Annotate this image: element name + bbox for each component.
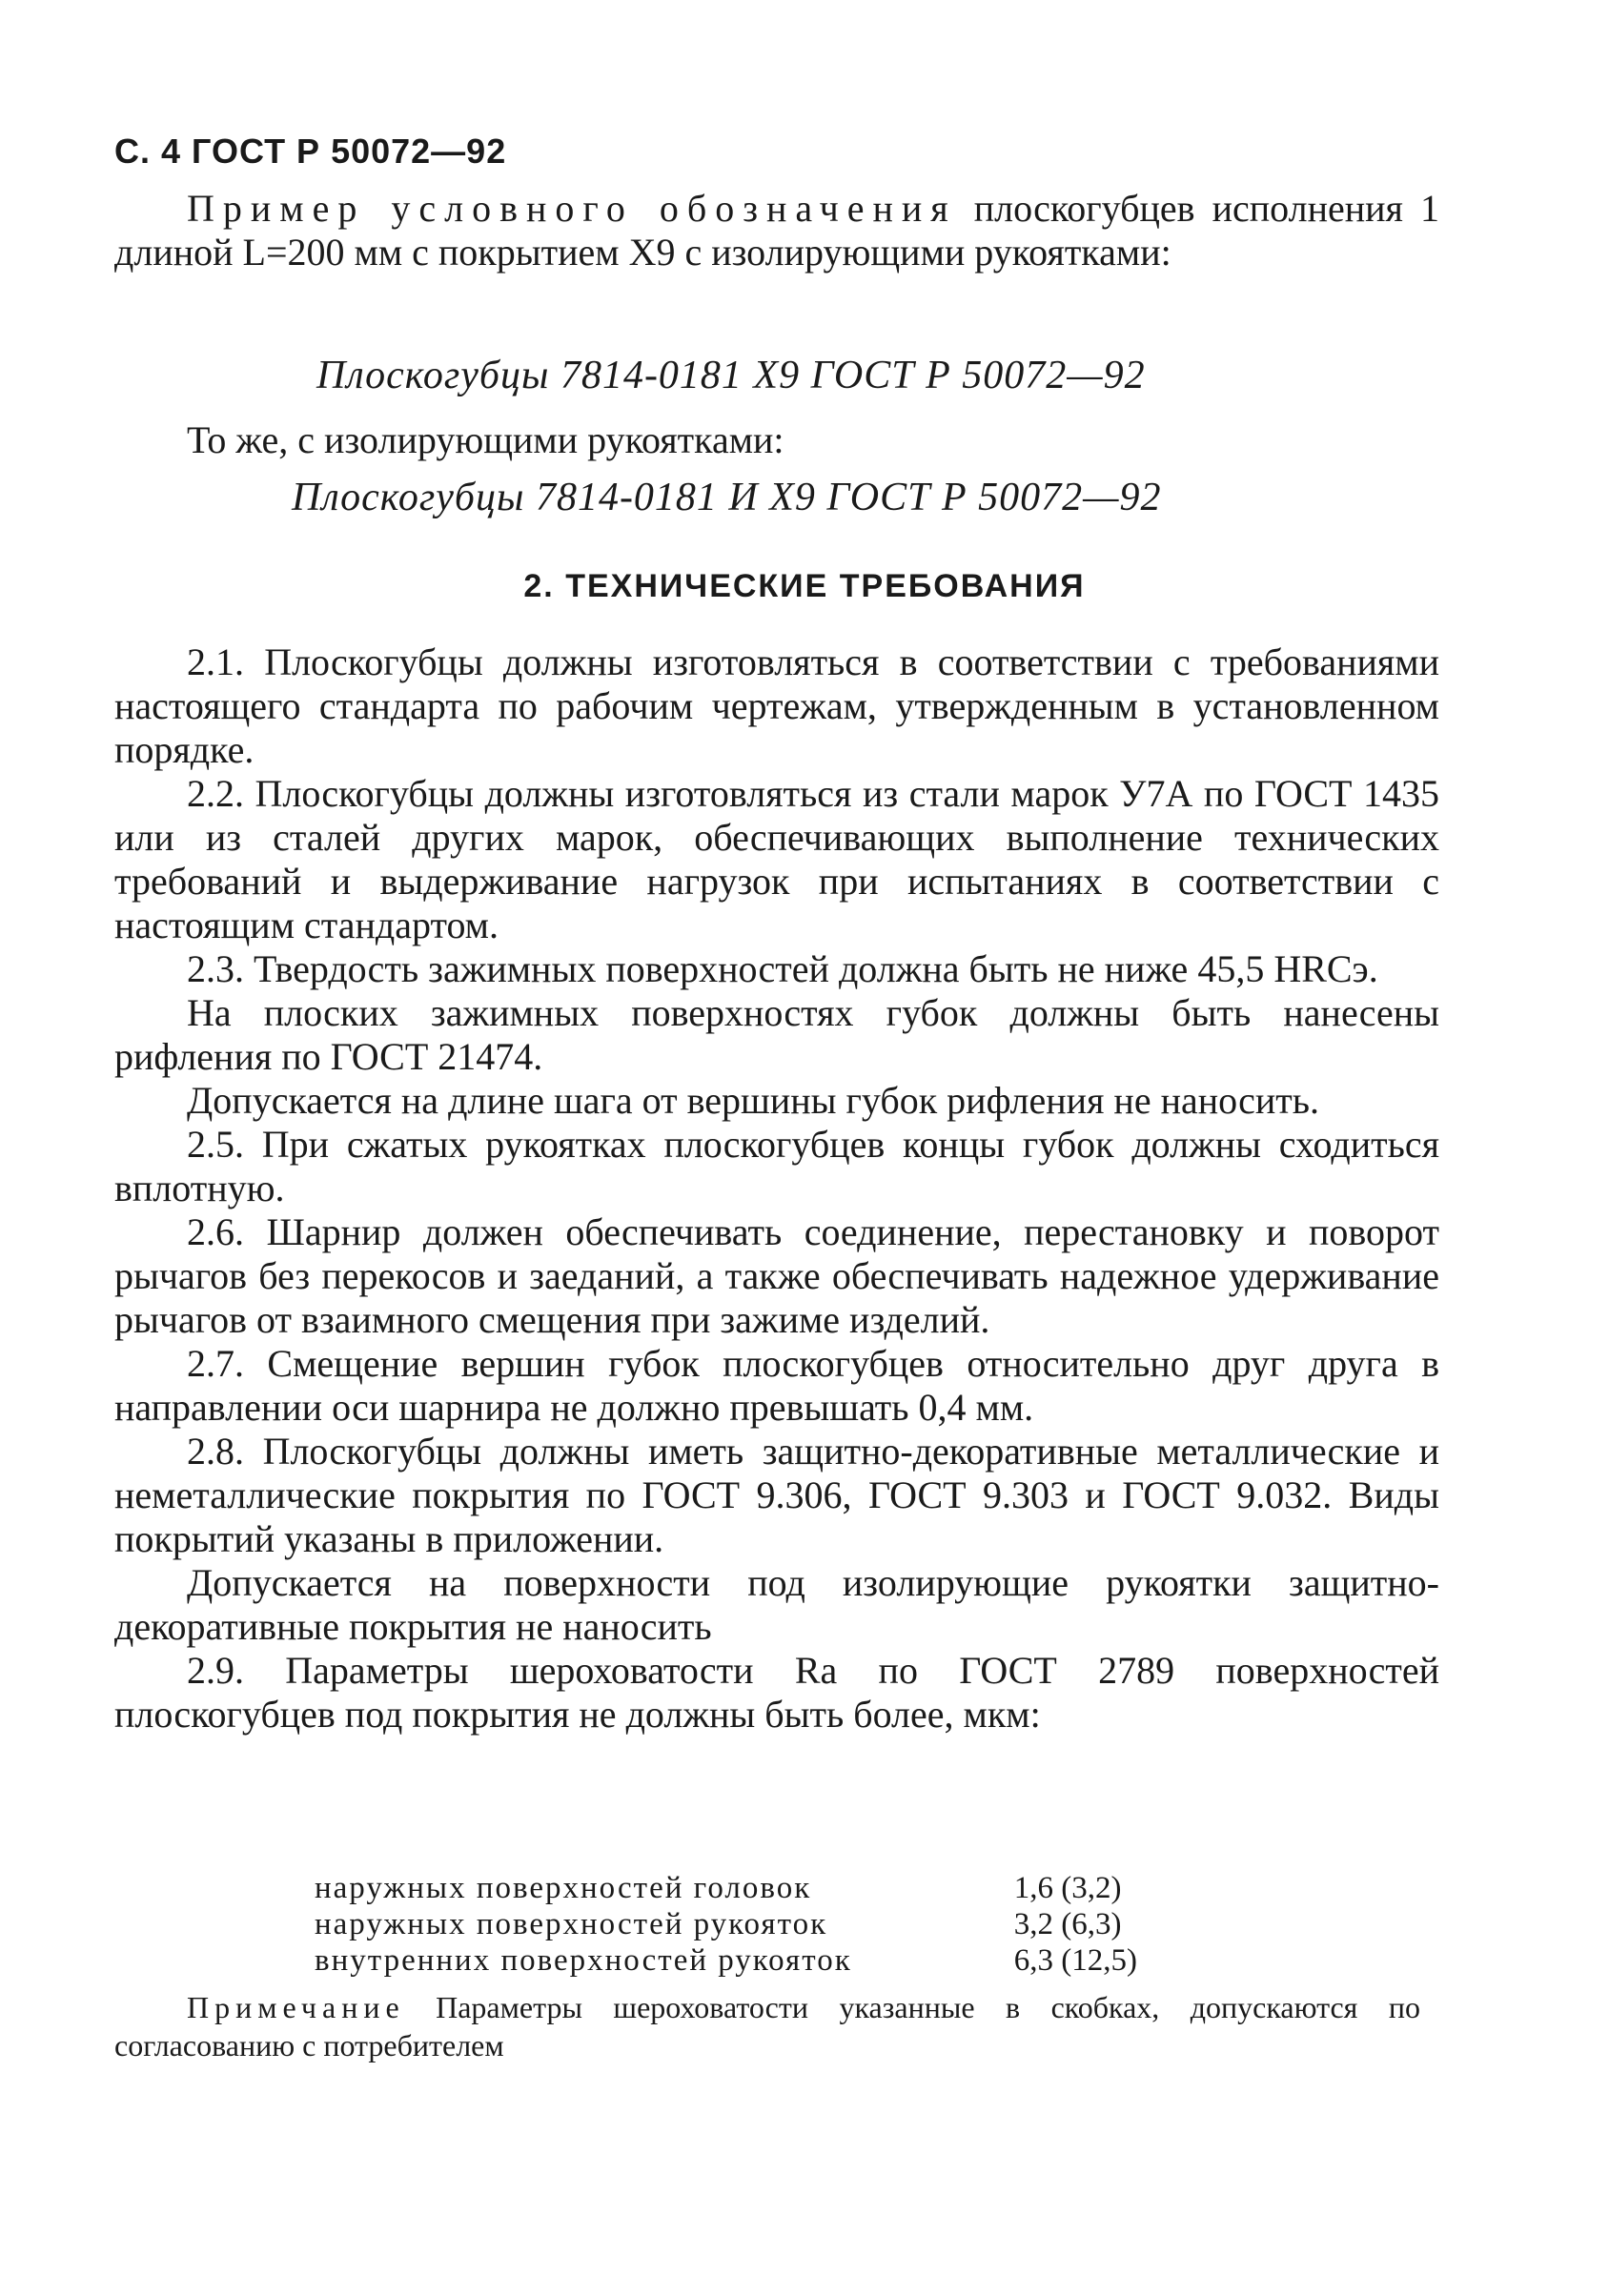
paragraph-2-1: 2.1. Плоскогубцы должны изготовляться в соответствии с требованиями настоящего стандарта по рабочим чертежам, утвержденным в установленном порядке. <box>114 640 1439 771</box>
paragraph-2-9: 2.9. Параметры шероховатости Ra по ГОСТ 2789 поверхностей плоскогубцев под покрытия не должны быть более, мкм: <box>114 1649 1439 1736</box>
paragraph-riflings: На плоских зажимных поверхностях губок должны быть нанесены рифления по ГОСТ 21474. <box>114 991 1439 1078</box>
intro-lead: Пример условного обозначения <box>187 187 957 230</box>
paragraph-coating-allowance: Допускается на поверхности под изолирующие рукоятки защитно-декоративные покрытия не наносить <box>114 1561 1439 1648</box>
paragraph-2-8: 2.8. Плоскогубцы должны иметь защитно-декоративные металлические и неметаллические покрытия по ГОСТ 9.306, ГОСТ 9.303 и ГОСТ 9.032. Виды покрытий указаны в приложении. <box>114 1430 1439 1560</box>
note-label: Примечание <box>187 1990 405 2024</box>
value-cell: 1,6 (3,2) <box>1013 1871 1122 1905</box>
roughness-table <box>315 1870 1137 1979</box>
surface-cell: наружных поверхностей рукояток <box>315 1907 828 1941</box>
section-title: 2. ТЕХНИЧЕСКИЕ ТРЕБОВАНИЯ <box>523 568 1086 604</box>
surface-cell: наружных поверхностей головок <box>315 1871 812 1905</box>
surface-cell: внутренних поверхностей рукояток <box>315 1943 852 1978</box>
designation-example-1: Плоскогубцы 7814-0181 Х9 ГОСТ Р 50072—92 <box>316 354 1146 397</box>
page-header: С. 4 ГОСТ Р 50072—92 <box>114 132 507 171</box>
intro-rest: плоскогубцев исполнения 1 длиной L=200 мм с покрытием Х9 с изолирующими рукоятками: <box>114 187 1439 274</box>
value-cell: 3,2 (6,3) <box>1013 1907 1122 1941</box>
note-text: Параметры шероховатости указанные в скобках, допускаются по согласованию с потребителем <box>114 1990 1420 2062</box>
value-cell: 6,3 (12,5) <box>1013 1943 1137 1978</box>
table-row <box>315 1870 1137 1906</box>
paragraph-2-2: 2.2. Плоскогубцы должны изготовляться из стали марок У7А по ГОСТ 1435 или из сталей других марок, обеспечивающих выполнение технических требований и выдерживание нагрузок при испытаниях в соответствии с настоящим стандартом. <box>114 772 1439 946</box>
note-block <box>114 1988 1420 2064</box>
designation-example-2: Плоскогубцы 7814-0181 И Х9 ГОСТ Р 50072—92 <box>292 476 1162 519</box>
same-with-insulated-label: То же, с изолирующими рукоятками: <box>187 418 784 461</box>
paragraph-2-3: 2.3. Твердость зажимных поверхностей должна быть не ниже 45,5 HRCэ. <box>187 947 1378 990</box>
intro-paragraph <box>114 187 1439 274</box>
requirements-text <box>114 640 1439 1737</box>
paragraph-2-5: 2.5. При сжатых рукоятках плоскогубцев концы губок должны сходиться вплотную. <box>114 1123 1439 1209</box>
table-row <box>315 1942 1137 1979</box>
table-row <box>315 1906 1137 1942</box>
paragraph-riflings-allowance: Допускается на длине шага от вершины губок рифления не наносить. <box>187 1079 1320 1122</box>
paragraph-2-7: 2.7. Смещение вершин губок плоскогубцев относительно друг друга в направлении оси шарнира не должно превышать 0,4 мм. <box>114 1342 1439 1429</box>
paragraph-2-6: 2.6. Шарнир должен обеспечивать соединение, перестановку и поворот рычагов без перекосов и заеданий, а также обеспечивать надежное удерживание рычагов от взаимного смещения при зажиме изделий. <box>114 1210 1439 1341</box>
